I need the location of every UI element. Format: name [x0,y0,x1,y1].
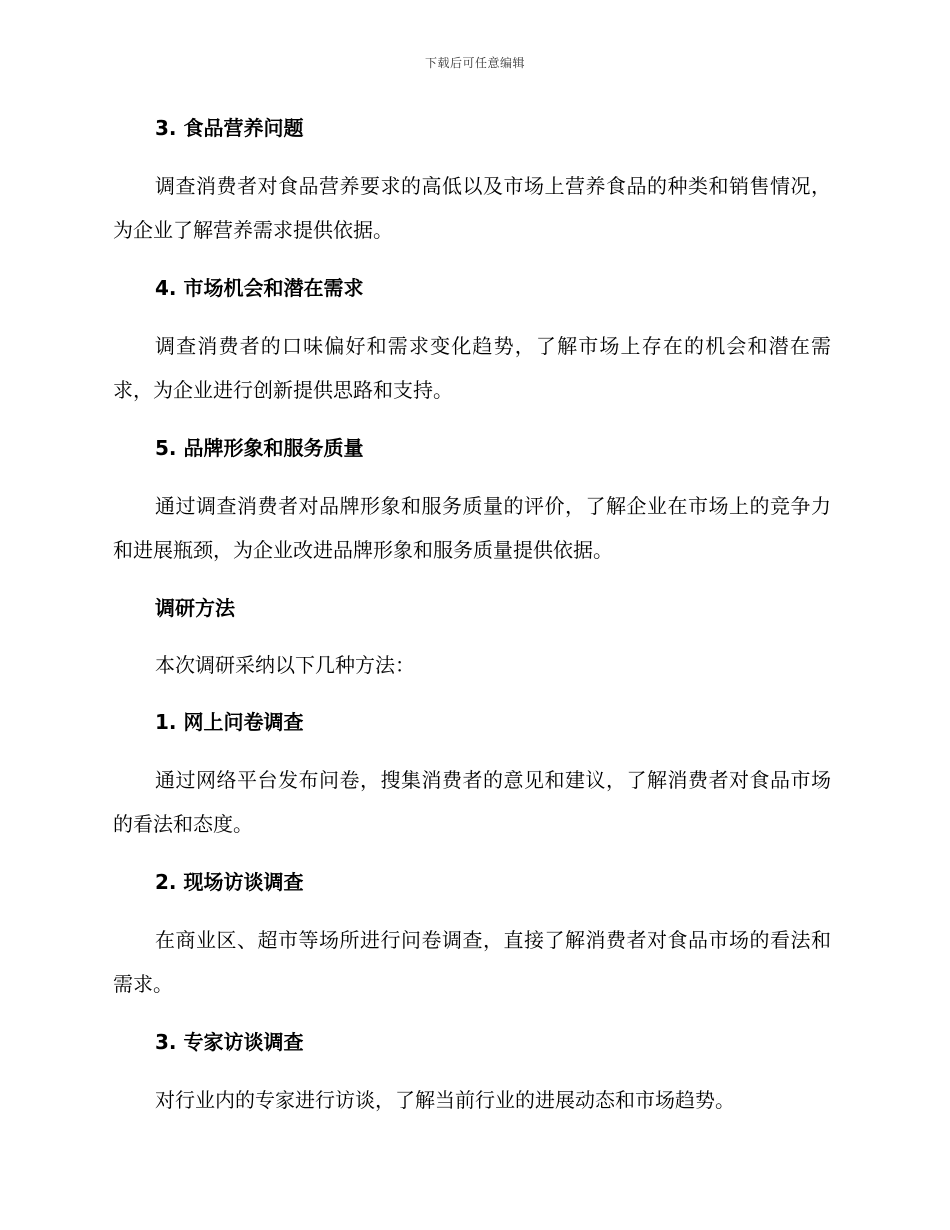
section-body: 调查消费者的口味偏好和需求变化趋势，了解市场上存在的机会和潜在需求，为企业进行创新提供思路和支持。 [113,334,831,402]
method-body: 通过网络平台发布问卷，搜集消费者的意见和建议，了解消费者对食品市场的看法和态度。 [113,768,831,836]
method-heading: 2. 现场访谈调查 [155,870,304,894]
methods-title: 调研方法 [155,596,235,620]
section-body: 调查消费者对食品营养要求的高低以及市场上营养食品的种类和销售情况，为企业了解营养需求提供依据。 [113,174,831,242]
section-heading: 3. 食品营养问题 [155,116,304,140]
method-heading: 1. 网上问卷调查 [155,710,304,734]
section-heading: 5. 品牌形象和服务质量 [155,436,364,460]
header-note: 下载后可任意编辑 [424,56,525,70]
methods-intro: 本次调研采纳以下几种方法： [155,653,415,677]
section-body: 通过调查消费者对品牌形象和服务质量的评价，了解企业在市场上的竞争力和进展瓶颈，为企业改进品牌形象和服务质量提供依据。 [113,494,831,562]
section-heading: 4. 市场机会和潜在需求 [155,276,364,300]
method-heading: 3. 专家访谈调查 [155,1030,304,1054]
method-body: 对行业内的专家进行访谈，了解当前行业的进展动态和市场趋势。 [155,1088,735,1112]
method-body: 在商业区、超市等场所进行问卷调查，直接了解消费者对食品市场的看法和需求。 [113,928,831,996]
